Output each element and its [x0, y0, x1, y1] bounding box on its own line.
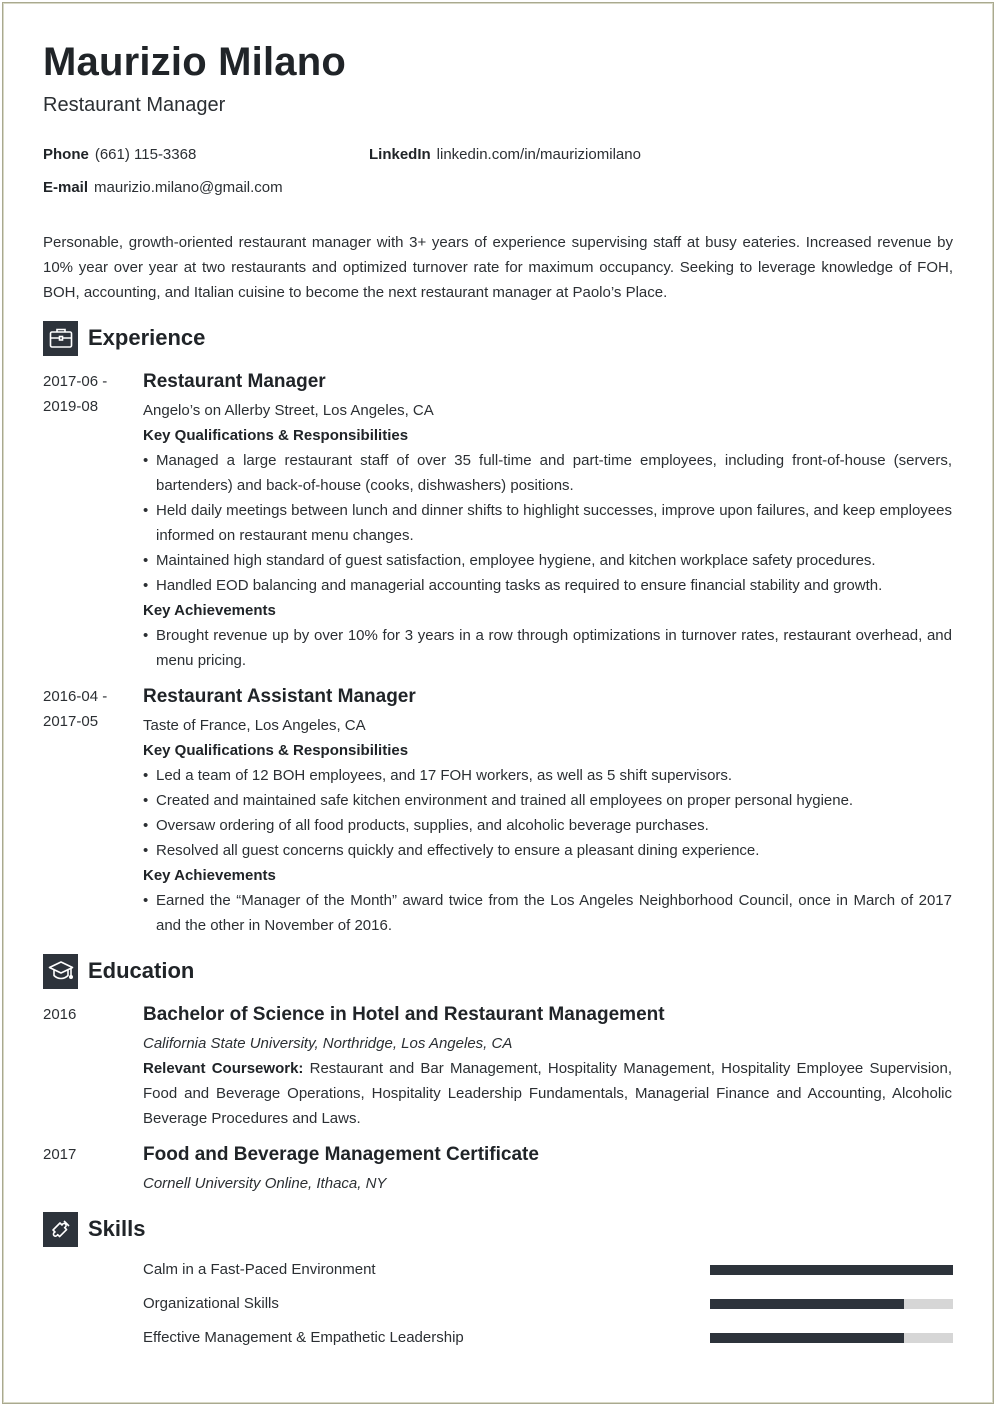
job-2-achievements: [143, 888, 952, 938]
skills-heading: Skills: [88, 1216, 146, 1241]
job-2-company: Taste of France, Los Angeles, CA: [143, 717, 366, 734]
job-1-responsibilities: [143, 448, 952, 598]
edu-2-date: 2017: [43, 1146, 77, 1163]
edu-1: [143, 1002, 952, 1131]
phone-label: Phone: [43, 146, 89, 163]
linkedin-label: LinkedIn: [369, 146, 431, 163]
list-item: • Earned the “Manager of the Month” award twice from the Los Angeles Neighborhood Council, once in March of 2017 and the other in November of 2016.: [143, 888, 952, 938]
list-item: • Held daily meetings between lunch and dinner shifts to highlight successes, improve upon failures, and keep employees informed on restaurant menu changes.: [143, 498, 952, 548]
edu-1-school: California State University, Northridge, Los Angeles, CA: [143, 1035, 513, 1052]
job-1-date-start: 2017-06 -: [43, 373, 108, 390]
job-1-dates: [43, 369, 133, 419]
job-2-date-end: 2017-05: [43, 713, 99, 730]
edu-2: [143, 1142, 952, 1196]
contact-linkedin: [369, 146, 641, 163]
puzzle-icon: [43, 1212, 78, 1247]
edu-1-coursework: [143, 1056, 952, 1131]
job-2: [143, 684, 952, 938]
education-heading: Education: [88, 958, 195, 983]
list-item: • Brought revenue up by over 10% for 3 years in a row through optimizations in turnover rates, restaurant overhead, and menu pricing.: [143, 623, 952, 673]
graduation-cap-icon: [43, 954, 78, 989]
contact-email: [43, 179, 283, 196]
email-label: E-mail: [43, 179, 89, 196]
skill-1-fill: [710, 1265, 953, 1275]
list-item: • Managed a large restaurant staff of over 35 full-time and part-time employees, including front-of-house (servers, bartenders) and back-of-house (cooks, dishwashers) positions.: [143, 448, 952, 498]
skill-2-fill: [710, 1299, 904, 1309]
linkedin-value[interactable]: linkedin.com/in/mauriziomilano: [436, 146, 641, 163]
skills-section-header: [43, 1211, 145, 1247]
skill-3-fill: [710, 1333, 904, 1343]
job-1-ach-heading: Key Achievements: [143, 602, 276, 619]
job-2-resp-heading: Key Qualifications & Responsibilities: [143, 742, 409, 759]
skill-3-label: Effective Management & Empathetic Leadership: [143, 1329, 464, 1346]
experience-section-header: [43, 320, 205, 356]
job-2-ach-heading: Key Achievements: [143, 867, 276, 884]
summary: Personable, growth-oriented restaurant manager with 3+ years of experience supervising staff at busy eateries. Increased revenue by 10% year over year at two restaurants and optimized turnover rate for maximum occupancy. Seeking to leverage knowledge of FOH, BOH, accounting, and Italian cuisine to become the next restaurant manager at Paolo’s Place.: [43, 234, 953, 301]
job-1-achievements: [143, 623, 952, 673]
list-item: • Created and maintained safe kitchen environment and trained all employees on proper personal hygiene.: [143, 788, 952, 813]
candidate-name: Maurizio Milano: [43, 40, 346, 84]
skill-1-label: Calm in a Fast-Paced Environment: [143, 1261, 376, 1278]
briefcase-icon: [43, 321, 78, 356]
education-section-header: [43, 953, 194, 989]
skill-2-bar: [710, 1299, 953, 1309]
email-value[interactable]: maurizio.milano@gmail.com: [94, 179, 283, 196]
list-item: • Oversaw ordering of all food products, supplies, and alcoholic beverage purchases.: [143, 813, 952, 838]
contact-phone: [43, 146, 196, 163]
list-item: • Handled EOD balancing and managerial accounting tasks as required to ensure financial stability and growth.: [143, 573, 952, 598]
list-item: • Led a team of 12 BOH employees, and 17 FOH workers, as well as 5 shift supervisors.: [143, 763, 952, 788]
job-1: [143, 369, 952, 673]
edu-2-school: Cornell University Online, Ithaca, NY: [143, 1175, 387, 1192]
coursework-label: Relevant Coursework:: [143, 1060, 304, 1077]
edu-1-degree: Bachelor of Science in Hotel and Restaurant Management: [143, 1004, 665, 1025]
skill-2-label: Organizational Skills: [143, 1295, 279, 1312]
job-2-dates: [43, 684, 133, 734]
coursework-list: Restaurant and Bar Management, Hospitality Management, Hospitality Employee Supervision, Food and Beverage Operations, Hospitality Leadership Fundamentals, Managerial Finance and Accounting, Alcoholic Beverage Procedures and Laws.: [143, 1060, 952, 1127]
job-1-date-end: 2019-08: [43, 398, 99, 415]
job-1-resp-heading: Key Qualifications & Responsibilities: [143, 427, 409, 444]
phone-value: (661) 115-3368: [94, 146, 197, 163]
edu-1-date: 2016: [43, 1006, 77, 1023]
job-1-title: Restaurant Manager: [143, 371, 326, 392]
candidate-title: Restaurant Manager: [43, 94, 226, 116]
edu-2-degree: Food and Beverage Management Certificate: [143, 1144, 539, 1165]
skill-1-bar: [710, 1265, 953, 1275]
job-2-date-start: 2016-04 -: [43, 688, 108, 705]
experience-heading: Experience: [88, 325, 206, 350]
list-item: • Maintained high standard of guest satisfaction, employee hygiene, and kitchen workplace safety procedures.: [143, 548, 952, 573]
skill-3-bar: [710, 1333, 953, 1343]
job-2-title: Restaurant Assistant Manager: [143, 686, 416, 707]
list-item: • Resolved all guest concerns quickly and effectively to ensure a pleasant dining experience.: [143, 838, 952, 863]
job-2-responsibilities: [143, 763, 952, 863]
job-1-company: Angelo’s on Allerby Street, Los Angeles, CA: [143, 402, 434, 419]
